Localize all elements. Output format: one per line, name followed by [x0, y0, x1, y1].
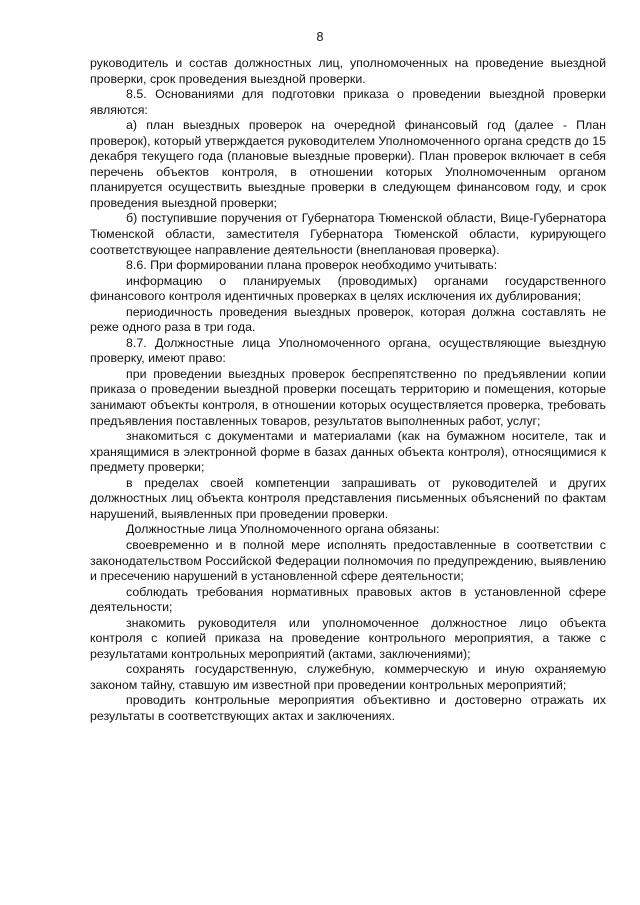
paragraph-duties-heading: Должностные лица Уполномоченного органа обязаны: [126, 522, 440, 537]
paragraph-8-7-right-2: знакомиться с документами и материалами (как на бумажном носителе, так и хранящимися в электронной форме в базах данных объекта контроля), относящимися к предмету проверки; [90, 429, 606, 475]
paragraph-8-6-item-1: информацию о планируемых (проводимых) органами государственного финансового контроля идентичных проверках в целях исключения их дублирования; [90, 273, 606, 304]
page-number: 8 [316, 30, 324, 44]
paragraph-duty-3: знакомить руководителя или уполномоченное должностное лицо объекта контроля с копией приказа на проведение контрольного мероприятия, а также с результатами контрольных мероприятий (актами, заключениями); [90, 615, 606, 661]
paragraph-8-5: 8.5. Основаниями для подготовки приказа о проведении выездной проверки являются: [90, 87, 606, 117]
paragraph-8-6-item-2: периодичность проведения выездных проверок, которая должна составлять не реже одного раза в три года. [90, 304, 606, 335]
paragraph-continuation: руководитель и состав должностных лиц, уполномоченных на проведение выездной проверки, срок проведения выездной проверки. [90, 56, 606, 86]
paragraph-duty-5: проводить контрольные мероприятия объективно и достоверно отражать их результаты в соответствующих актах и заключениях. [90, 693, 606, 723]
paragraph-8-7: 8.7. Должностные лица Уполномоченного органа, осуществляющие выездную проверку, имеют право: [90, 335, 606, 366]
paragraph-8-7-right-3: в пределах своей компетенции запрашивать от руководителей и других должностных лиц объекта контроля представления письменных объяснений по фактам нарушений, выявленных при проведении проверки. [90, 475, 606, 521]
paragraph-8-5-a: а) план выездных проверок на очередной финансовый год (далее - План проверок), который утверждается руководителем Уполномоченного органа средств до 15 декабря текущего года (плановые выездные проверки). План проверок включает в себя перечень объектов контроля, в отношении которых Уполномоченным органом планируется осуществить выездные проверки в следующем финансовом году, и срок проведения выездной проверки; [90, 118, 606, 210]
paragraph-8-5-b: б) поступившие поручения от Губернатора Тюменской области, Вице-Губернатора Тюменской области, заместителя Губернатора Тюменской области, курирующего соответствующее направление деятельности (внеплановая проверка). [90, 211, 606, 257]
document-body [90, 56, 606, 725]
paragraph-duty-4: сохранять государственную, служебную, коммерческую и иную охраняемую законом тайну, ставшую им известной при проведении контрольных мероприятий; [90, 662, 606, 692]
paragraph-8-7-right-1: при проведении выездных проверок беспрепятственно по предъявлении копии приказа о проведении выездной проверки посещать территорию и помещения, которые занимают объекты контроля, в отношении которых осуществляется проверка, требовать предъявления поставленных товаров, результатов выполненных работ, услуг; [90, 366, 606, 428]
paragraph-8-6: 8.6. При формировании плана проверок необходимо учитывать: [126, 258, 498, 273]
paragraph-duty-2: соблюдать требования нормативных правовых актов в установленной сфере деятельности; [90, 584, 606, 615]
paragraph-duty-1: своевременно и в полной мере исполнять предоставленные в соответствии с законодательством Российской Федерации полномочия по предупреждению, выявлению и пресечению нарушений в установленной сфере деятельности; [90, 537, 606, 584]
